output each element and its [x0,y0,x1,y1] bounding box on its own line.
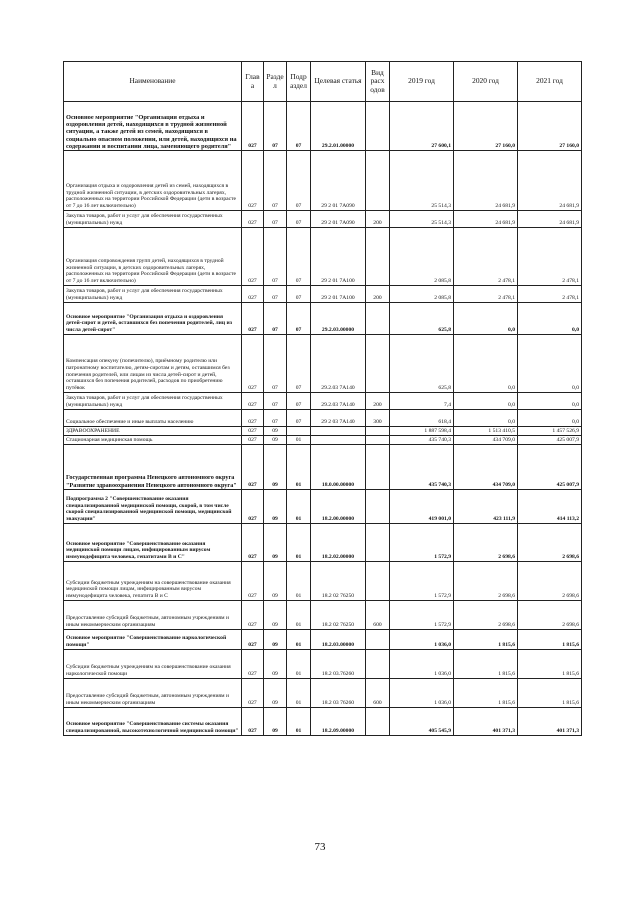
row-podrazdel: 07 [287,335,311,393]
row-vid [366,335,390,393]
row-glava: 027 [242,151,264,211]
row-razdel: 07 [264,410,287,427]
row-target: 18.2 03 76260 [311,679,366,708]
row-vid: 200 [366,393,390,410]
row-2021: 1 815,6 [518,650,582,679]
row-razdel: 07 [264,303,287,335]
row-2021: 425 007,9 [518,436,582,445]
row-2020: 2 698,6 [454,524,518,562]
row-vid: 300 [366,410,390,427]
row-2019: 435 740,3 [390,436,454,445]
row-2019: 1 036,0 [390,650,454,679]
row-2019: 1 572,9 [390,601,454,630]
row-vid [366,630,390,650]
row-2020: 1 513 410,5 [454,427,518,436]
row-name: Субсидии бюджетным учреждениям на совершенствование оказания наркологической помощи [64,650,242,679]
row-name: Организация отдыха и оздоровления детей из семей, находящихся в трудной жизненной ситуации, в детских оздоровительных лагерях, расположенных на территории Российской Федерации (дети в возрасте от 7 до 16 лет включительно) [64,151,242,211]
table-row [64,335,582,393]
row-2020: 2 478,1 [454,228,518,286]
row-podrazdel: 07 [287,151,311,211]
row-2021: 2 698,6 [518,601,582,630]
row-razdel: 07 [264,151,287,211]
row-2019: 618,4 [390,410,454,427]
row-name: Закупка товаров, работ и услуг для обеспечения государственных (муниципальных) нужд [64,211,242,228]
row-name: Основное мероприятие "Организация отдыха и оздоровления детей, находящихся в трудной жизненной ситуации, а также детей из семей, находящихся в социально опасном положении, или детей, находящихся на содержании и воспитании лица, заменяющего родителя" [64,102,242,151]
row-name: Социальное обеспечение и иные выплаты населению [64,410,242,427]
row-2021: 24 681,9 [518,151,582,211]
row-razdel: 07 [264,393,287,410]
row-name: Закупка товаров, работ и услуг для обеспечения государственных (муниципальных) нужд [64,286,242,303]
row-2020: 1 815,6 [454,679,518,708]
row-2021: 0,0 [518,335,582,393]
row-name: Компенсация опекуну (попечителю), приёмному родителю или патронатному воспитателю, детям-сиротам и детям, оставшимся без попечения родителей, или лицам из числа детей-сирот и детей, оставшихся без попечения родителей, расходов по приобретению путёвок [64,335,242,393]
row-2021: 2 698,6 [518,524,582,562]
row-2019: 405 545,9 [390,708,454,736]
row-2021: 0,0 [518,303,582,335]
row-podrazdel: 07 [287,393,311,410]
row-2019: 419 001,0 [390,490,454,524]
table-body [64,102,582,736]
row-podrazdel: 01 [287,650,311,679]
row-podrazdel: 01 [287,679,311,708]
row-target: 18.2 02 76250 [311,601,366,630]
row-target: 29 2 01 7А090 [311,151,366,211]
row-2019: 2 085,8 [390,228,454,286]
row-name: Стационарная медицинская помощь [64,436,242,445]
row-target: 18.2.02.00000 [311,524,366,562]
row-vid: 200 [366,211,390,228]
table-row [64,303,582,335]
row-glava: 027 [242,679,264,708]
header-2021: 2021 год [518,62,582,102]
table-row [64,524,582,562]
row-razdel: 07 [264,335,287,393]
row-glava: 027 [242,524,264,562]
header-target: Целевая статья [311,62,366,102]
row-vid [366,490,390,524]
row-glava: 027 [242,410,264,427]
row-2020: 1 815,6 [454,630,518,650]
row-vid: 600 [366,601,390,630]
row-2021: 425 007,9 [518,445,582,490]
row-podrazdel: 01 [287,524,311,562]
row-glava: 027 [242,335,264,393]
row-glava: 027 [242,211,264,228]
row-vid [366,151,390,211]
row-razdel: 09 [264,601,287,630]
row-vid [366,445,390,490]
row-razdel: 07 [264,102,287,151]
row-vid: 200 [366,286,390,303]
row-podrazdel: 01 [287,490,311,524]
budget-sheet [63,61,581,736]
row-razdel: 09 [264,427,287,436]
row-2020: 1 815,6 [454,650,518,679]
row-name: Основное мероприятие "Совершенствование системы оказания специализированной, высокотехнологичной медицинской помощи" [64,708,242,736]
row-podrazdel: 07 [287,286,311,303]
row-name: Подпрограмма 2 "Совершенствование оказания специализированной медицинской помощи, скорой, в том числе скорой специализированной медицинской помощи, медицинской эвакуации" [64,490,242,524]
row-target: 18.2.00.00000 [311,490,366,524]
row-glava: 027 [242,490,264,524]
row-target: 29.2.03 7А140 [311,335,366,393]
row-vid [366,562,390,601]
row-podrazdel: 01 [287,562,311,601]
row-2020: 24 681,9 [454,211,518,228]
row-podrazdel: 07 [287,228,311,286]
row-2019: 1 572,9 [390,562,454,601]
row-glava: 027 [242,427,264,436]
table-row [64,445,582,490]
budget-table [63,61,582,736]
row-target: 29.2.03 7А140 [311,393,366,410]
table-row [64,427,582,436]
row-name: Основное мероприятие "Совершенствование наркологической помощи" [64,630,242,650]
row-target [311,436,366,445]
row-vid [366,650,390,679]
table-row [64,630,582,650]
row-2019: 2 085,8 [390,286,454,303]
row-target: 18.2.03.00000 [311,630,366,650]
table-row [64,490,582,524]
row-2020: 401 371,3 [454,708,518,736]
row-glava: 027 [242,650,264,679]
row-target: 29 2 01 7А090 [311,211,366,228]
header-vid: Вид расх одов [366,62,390,102]
table-row [64,228,582,286]
row-glava: 027 [242,393,264,410]
table-row [64,151,582,211]
row-2020: 0,0 [454,303,518,335]
row-2021: 0,0 [518,393,582,410]
row-2021: 2 478,1 [518,286,582,303]
row-razdel: 09 [264,490,287,524]
row-name: Предоставление субсидий бюджетным, автономным учреждениям и иным некоммерческим организациям [64,679,242,708]
row-2020: 24 681,9 [454,151,518,211]
row-podrazdel [287,427,311,436]
row-2019: 625,8 [390,303,454,335]
row-target: 29.2.01.00000 [311,102,366,151]
row-2019: 25 514,3 [390,211,454,228]
row-vid [366,708,390,736]
row-vid [366,228,390,286]
row-2020: 27 160,0 [454,102,518,151]
row-name: Основное мероприятие "Совершенствование оказания медицинской помощи лицам, инфицированным вирусом иммунодефицита человека, гепатитами B и C" [64,524,242,562]
row-glava: 027 [242,445,264,490]
row-2021: 1 815,6 [518,679,582,708]
row-vid [366,524,390,562]
row-2019: 1 887 598,4 [390,427,454,436]
row-2021: 2 478,1 [518,228,582,286]
row-name: Закупка товаров, работ и услуг для обеспечения государственных (муниципальных) нужд [64,393,242,410]
row-vid [366,436,390,445]
row-razdel: 07 [264,211,287,228]
row-podrazdel: 07 [287,102,311,151]
row-name: Субсидии бюджетным учреждениям на совершенствование оказания медицинской помощи лицам, инфицированным вирусом иммунодефицита человека, гепатита B и C [64,562,242,601]
table-row [64,650,582,679]
row-target: 29.2.03.00000 [311,303,366,335]
row-2021: 27 160,0 [518,102,582,151]
header-glava: Глав а [242,62,264,102]
row-2019: 27 600,1 [390,102,454,151]
row-2020: 0,0 [454,335,518,393]
row-target: 29 2 03 7А140 [311,410,366,427]
row-glava: 027 [242,601,264,630]
row-razdel: 09 [264,630,287,650]
row-razdel: 09 [264,679,287,708]
row-2021: 2 698,6 [518,562,582,601]
row-target: 29 2 01 7А100 [311,228,366,286]
row-razdel: 09 [264,562,287,601]
row-name: Организация сопровождения групп детей, находящихся в трудной жизненной ситуации, в детских оздоровительных лагерях, расположенных на территории Российской Федерации (дети в возрасте от 7 до 16 лет включительно) [64,228,242,286]
row-razdel: 09 [264,650,287,679]
row-glava: 027 [242,102,264,151]
table-row [64,708,582,736]
table-row [64,679,582,708]
row-2021: 401 371,3 [518,708,582,736]
row-razdel: 07 [264,228,287,286]
header-name: Наименование [64,62,242,102]
row-razdel: 09 [264,445,287,490]
row-2020: 2 478,1 [454,286,518,303]
row-glava: 027 [242,562,264,601]
row-razdel: 09 [264,708,287,736]
row-2019: 1 036,0 [390,630,454,650]
header-2019: 2019 год [390,62,454,102]
row-2019: 625,8 [390,335,454,393]
row-glava: 027 [242,303,264,335]
row-podrazdel: 01 [287,708,311,736]
row-glava: 027 [242,436,264,445]
row-2020: 434 709,0 [454,445,518,490]
table-row [64,286,582,303]
row-name: Государственная программа Ненецкого автономного округа "Развитие здравоохранения Ненецкого автономного округа" [64,445,242,490]
row-target [311,427,366,436]
table-row [64,211,582,228]
row-podrazdel: 01 [287,630,311,650]
row-2021: 1 457 526,9 [518,427,582,436]
row-podrazdel: 01 [287,436,311,445]
row-podrazdel: 07 [287,303,311,335]
row-podrazdel: 01 [287,601,311,630]
row-razdel: 09 [264,436,287,445]
row-target: 18.0.00.00000 [311,445,366,490]
row-name: ЗДРАВООХРАНЕНИЕ [64,427,242,436]
row-vid: 600 [366,679,390,708]
row-razdel: 07 [264,286,287,303]
header-2020: 2020 год [454,62,518,102]
row-2020: 2 698,6 [454,562,518,601]
table-row [64,562,582,601]
row-2020: 423 111,9 [454,490,518,524]
row-podrazdel: 01 [287,445,311,490]
row-target: 18.2 03.76260 [311,650,366,679]
row-2021: 0,0 [518,410,582,427]
table-row [64,601,582,630]
row-podrazdel: 07 [287,211,311,228]
row-2020: 2 698,6 [454,601,518,630]
row-2019: 1 572,9 [390,524,454,562]
table-row [64,436,582,445]
row-2019: 1 036,0 [390,679,454,708]
table-row [64,393,582,410]
row-glava: 027 [242,228,264,286]
row-2019: 435 740,3 [390,445,454,490]
page-number: 73 [314,841,326,853]
row-name: Основное мероприятие "Организация отдыха и оздоровления детей-сирот и детей, оставшихся без попечения родителей, лиц из числа детей-сирот" [64,303,242,335]
table-row [64,410,582,427]
row-2019: 25 514,3 [390,151,454,211]
row-2021: 1 815,6 [518,630,582,650]
row-2021: 24 681,9 [518,211,582,228]
row-2020: 0,0 [454,393,518,410]
row-target: 29 2 01 7А100 [311,286,366,303]
row-2020: 434 709,0 [454,436,518,445]
header-podrazdel: Подр аздел [287,62,311,102]
row-podrazdel: 07 [287,410,311,427]
header-razdel: Разде л [264,62,287,102]
row-razdel: 09 [264,524,287,562]
row-glava: 027 [242,708,264,736]
row-vid [366,427,390,436]
row-vid [366,102,390,151]
row-target: 18.2.09.00000 [311,708,366,736]
row-2019: 7,4 [390,393,454,410]
row-2021: 414 113,2 [518,490,582,524]
row-glava: 027 [242,286,264,303]
row-vid [366,303,390,335]
row-target: 18.2 02 76250 [311,562,366,601]
row-name: Предоставление субсидий бюджетным, автономным учреждениям и иным некоммерческим организациям [64,601,242,630]
table-row [64,102,582,151]
row-glava: 027 [242,630,264,650]
row-2020: 0,0 [454,410,518,427]
table-header-row [64,62,582,102]
